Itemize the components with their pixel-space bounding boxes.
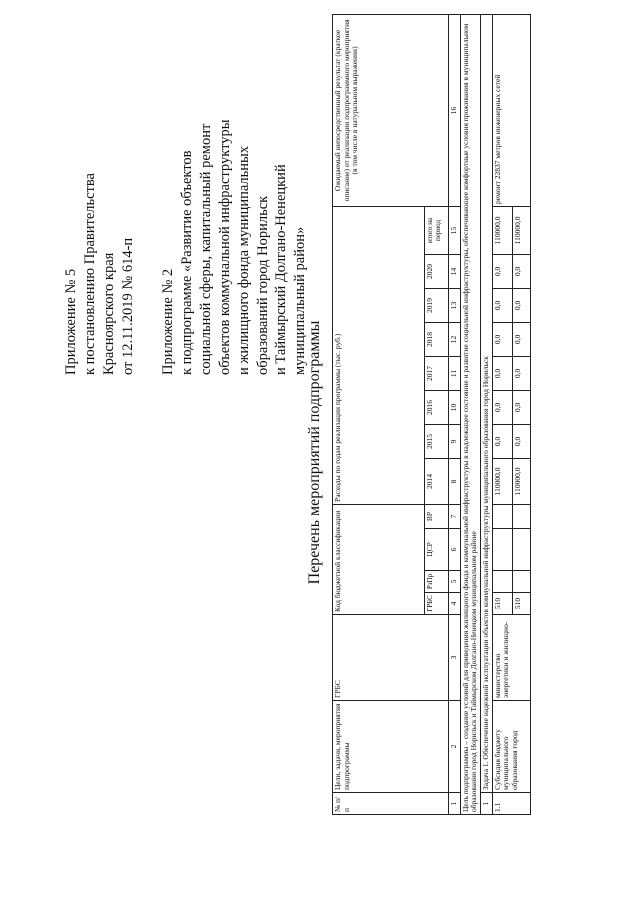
task-text: Задача 1. Обеспечение надежной эксплуатации объектов коммунальной инфраструктуры муниципального образования город Норильск <box>480 14 492 792</box>
annex-line: и жилищного фонда муниципальных <box>235 145 252 375</box>
table-row <box>492 14 512 814</box>
header-row <box>333 14 425 814</box>
col-num: 14 <box>449 254 461 288</box>
annex-line: к постановлению Правительства <box>81 173 98 375</box>
sub-2020: 2020 <box>425 254 449 288</box>
row-vr <box>492 504 512 528</box>
row-total: 110000,0 <box>492 206 512 254</box>
row-total: 110000,0 <box>512 206 530 254</box>
col-num: 7 <box>449 504 461 528</box>
col-num: 12 <box>449 322 461 356</box>
annex-line: образований город Норильск <box>254 195 271 375</box>
annex-line: объектов коммунальной инфраструктуры <box>216 119 233 375</box>
row-2015: 0,0 <box>512 424 530 458</box>
row-2018: 0,0 <box>492 322 512 356</box>
row-2014: 110000,0 <box>492 458 512 504</box>
row-vr <box>512 504 530 528</box>
row-2020: 0,0 <box>492 254 512 288</box>
col-num: 2 <box>449 701 461 793</box>
col-num: 4 <box>449 593 461 615</box>
row-num: 1.1 <box>492 793 530 815</box>
sub-grbs: ГРБС <box>425 593 449 615</box>
col-num: 16 <box>449 14 461 206</box>
row-csr <box>492 529 512 571</box>
header-expenses: Расходы по годам реализации программы (тыс. руб.) <box>333 206 425 504</box>
row-2016: 0,0 <box>512 390 530 424</box>
row-rzpr <box>512 571 530 593</box>
row-2015: 0,0 <box>492 424 512 458</box>
row-rzpr <box>492 571 512 593</box>
sub-vr: ВР <box>425 504 449 528</box>
col-num: 6 <box>449 529 461 571</box>
sub-2014: 2014 <box>425 458 449 504</box>
row-2017: 0,0 <box>512 356 530 390</box>
sub-2016: 2016 <box>425 390 449 424</box>
header-num: № п/п <box>333 793 449 815</box>
annex-line: Приложение № 2 <box>160 268 177 375</box>
annex-line: Приложение № 5 <box>63 268 79 375</box>
measures-table <box>332 14 531 815</box>
task-row <box>480 14 492 814</box>
col-num: 1 <box>449 793 461 815</box>
col-num: 15 <box>449 206 461 254</box>
row-2017: 0,0 <box>492 356 512 390</box>
sub-2015: 2015 <box>425 424 449 458</box>
goal-row <box>460 14 480 814</box>
column-numbers-row <box>449 14 461 814</box>
annex-line: Красноярского края <box>100 252 117 375</box>
row-2014: 110000,0 <box>512 458 530 504</box>
col-num: 10 <box>449 390 461 424</box>
table-wrapper <box>332 15 531 815</box>
sub-total: итого на период <box>425 206 449 254</box>
goal-text: Цель подпрограммы – создание условий для приведения жилищного фонда и коммунальной инфраструктуры в надлежащее состояние и развитие социальной инфраструктуры, обеспечивающее комфортные условия проживания в муниципальном образовании город Норильск и Таймырском Долгано-Ненецком муниципальном районе <box>460 14 480 814</box>
document-title: Перечень мероприятий подпрограммы <box>306 320 323 585</box>
col-num: 13 <box>449 288 461 322</box>
sub-csr: ЦСР <box>425 529 449 571</box>
row-grbs: министерство энергетики и жилищно- <box>492 615 530 701</box>
row-2018: 0,0 <box>512 322 530 356</box>
row-name: Субсидия бюджету муниципального образования город <box>492 701 530 793</box>
col-num: 5 <box>449 571 461 593</box>
annex-line: муниципальный район» <box>292 226 309 375</box>
sub-2019: 2019 <box>425 288 449 322</box>
task-num: 1 <box>480 793 492 815</box>
row-2019: 0,0 <box>492 288 512 322</box>
col-num: 3 <box>449 615 461 701</box>
header-code: Код бюджетной классификации <box>333 504 425 614</box>
annex-line: и Таймырский Долгано-Ненецкий <box>273 164 290 375</box>
col-num: 11 <box>449 356 461 390</box>
annex-line: от 12.11.2019 № 614-п <box>119 237 136 375</box>
row-2019: 0,0 <box>512 288 530 322</box>
row-code: 510 <box>512 593 530 615</box>
sub-2018: 2018 <box>425 322 449 356</box>
row-csr <box>512 529 530 571</box>
header-grbs: ГРБС <box>333 615 449 701</box>
spacer <box>137 25 159 375</box>
sub-2017: 2017 <box>425 356 449 390</box>
row-2016: 0,0 <box>492 390 512 424</box>
annex-header <box>62 25 310 375</box>
annex-line: социальной сферы, капитальный ремонт <box>198 123 215 375</box>
sub-rzpr: РзПр <box>425 571 449 593</box>
col-num: 8 <box>449 458 461 504</box>
annex-line: к подпрограмме «Развитие объектов <box>179 150 196 375</box>
col-num: 9 <box>449 424 461 458</box>
row-result: ремонт 22837 метров инженерных сетей <box>492 14 530 206</box>
header-goal: Цели, задачи, мероприятия подпрограммы <box>333 701 449 793</box>
row-code: 510 <box>492 593 512 615</box>
header-result: Ожидаемый непосредственный результат (краткое описание) от реализации подпрограммного мероприятия (в том числе в натуральном выражении) <box>333 14 449 206</box>
row-2020: 0,0 <box>512 254 530 288</box>
